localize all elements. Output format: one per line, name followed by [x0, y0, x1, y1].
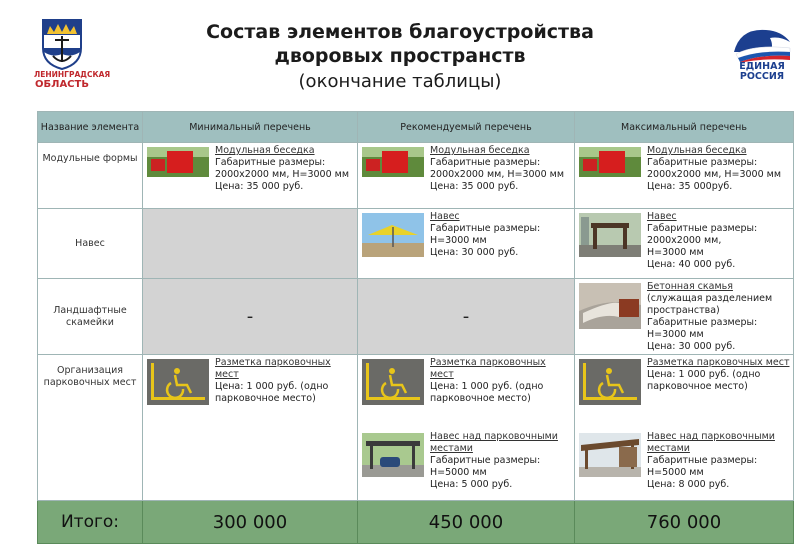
- cell-rec-parking: [358, 355, 575, 501]
- bear-flag-icon: [730, 22, 794, 62]
- item-name: Бетонная скамья: [647, 281, 733, 292]
- total-rec: 450 000: [358, 501, 575, 544]
- item-price: Цена: 30 000 руб.: [430, 247, 519, 258]
- header-minimal: Минимальный перечень: [143, 112, 358, 143]
- parking-marking-image: [147, 359, 209, 405]
- cell-rec-canopy: [358, 209, 575, 279]
- row-label-modular: Модульные формы: [38, 143, 143, 209]
- row-label-canopy: Навес: [38, 209, 143, 279]
- item-detail: 2000х2000 мм, Н=3000 мм: [430, 169, 565, 180]
- item-detail: парковочное место): [647, 381, 748, 392]
- concrete-bench-image: [579, 283, 641, 329]
- cell-max-canopy: [575, 209, 794, 279]
- item-name: Разметка парковочных мест: [647, 357, 790, 368]
- item-detail: Габаритные размеры:: [647, 223, 758, 234]
- item-price: Цена: 40 000 руб.: [647, 259, 736, 270]
- header-recommended: Рекомендуемый перечень: [358, 112, 575, 143]
- cell-max-modular: [575, 143, 794, 209]
- item-detail: Габаритные размеры:: [647, 455, 758, 466]
- item-detail: Н=3000 мм: [430, 235, 487, 246]
- cell-max-parking: [575, 355, 794, 501]
- parking-marking-image: [362, 359, 424, 405]
- cell-min-benches-dash: -: [143, 279, 358, 355]
- table-row: [38, 143, 794, 209]
- item-price: Цена: 30 000 руб.: [647, 341, 736, 352]
- gazebo-image: [147, 147, 209, 177]
- parking-marking-image: [579, 359, 641, 405]
- logo-left-line1: ЛЕНИНГРАДСКАЯ: [34, 70, 111, 79]
- total-min: 300 000: [143, 501, 358, 544]
- item-detail: Н=5000 мм: [430, 467, 487, 478]
- item-price: Цена: 5 000 руб.: [430, 479, 513, 490]
- cell-min-modular: [143, 143, 358, 209]
- row-label-parking: Организация парковочных мест: [38, 355, 143, 501]
- item-price: Цена: 1 000 руб. (одно: [215, 381, 329, 392]
- logo-right-line2: РОССИЯ: [739, 71, 785, 82]
- wooden-carport-image: [579, 433, 641, 477]
- item-detail: парковочное место): [215, 393, 316, 404]
- logo-right-line1: ЕДИНАЯ: [739, 61, 785, 72]
- united-russia-logo: [730, 22, 794, 82]
- item-detail: Н=3000 мм: [647, 329, 704, 340]
- row-label-benches: Ландшафтные скамейки: [38, 279, 143, 355]
- cell-rec-benches-dash: -: [358, 279, 575, 355]
- logo-left-line2: ОБЛАСТЬ: [35, 79, 89, 90]
- item-detail: Габаритные размеры:: [430, 157, 541, 168]
- page-subtitle: (окончание таблицы): [298, 71, 502, 92]
- title-line-2: дворовых пространств: [274, 45, 526, 67]
- table-row: [38, 279, 794, 355]
- item-name: Разметка парковочных мест: [430, 357, 546, 380]
- item-detail: 2000х2000 мм, Н=3000 мм: [647, 169, 782, 180]
- header-maximal: Максимальный перечень: [575, 112, 794, 143]
- table-header-row: [38, 112, 794, 143]
- total-max: 760 000: [575, 501, 794, 544]
- cell-min-parking: [143, 355, 358, 501]
- item-detail: Габаритные размеры:: [430, 455, 541, 466]
- item-detail: парковочное место): [430, 393, 531, 404]
- cell-rec-modular: [358, 143, 575, 209]
- table-row: [38, 355, 794, 501]
- cell-min-canopy-empty: [143, 209, 358, 279]
- item-name: Модульная беседка: [215, 145, 315, 156]
- title-line-1: Состав элементов благоустройства: [206, 21, 594, 43]
- item-detail: Габаритные размеры:: [430, 223, 541, 234]
- item-detail: 2000х2000 мм,: [647, 235, 722, 246]
- cell-max-benches: [575, 279, 794, 355]
- coat-of-arms-icon: [41, 18, 83, 70]
- item-price: Цена: 1 000 руб. (одно: [430, 381, 544, 392]
- item-name: Навес над парковочными местами: [647, 431, 775, 454]
- item-name: Навес над парковочными местами: [430, 431, 558, 454]
- item-detail: Н=5000 мм: [647, 467, 704, 478]
- item-price: Цена: 35 000 руб.: [430, 181, 519, 192]
- item-detail: Габаритные размеры:: [647, 317, 758, 328]
- item-detail: Н=3000 мм: [647, 247, 704, 258]
- page-title: [150, 20, 650, 68]
- item-price: Цена: 1 000 руб. (одно: [647, 369, 761, 380]
- table-row: [38, 209, 794, 279]
- item-name: Модульная беседка: [647, 145, 747, 156]
- total-label: Итого:: [38, 501, 143, 544]
- item-detail: Габаритные размеры:: [215, 157, 326, 168]
- carport-image: [362, 433, 424, 477]
- total-row: [38, 501, 794, 544]
- item-name: Навес: [647, 211, 677, 222]
- gazebo-image: [362, 147, 424, 177]
- item-detail: (служащая разделением: [647, 293, 773, 304]
- item-detail: Габаритные размеры:: [647, 157, 758, 168]
- improvement-elements-table: [37, 111, 794, 544]
- item-price: Цена: 35 000 руб.: [215, 181, 304, 192]
- item-name: Модульная беседка: [430, 145, 530, 156]
- pergola-image: [579, 213, 641, 257]
- item-price: Цена: 35 000руб.: [647, 181, 733, 192]
- item-price: Цена: 8 000 руб.: [647, 479, 730, 490]
- leningrad-oblast-logo: [34, 18, 111, 90]
- item-detail: пространства): [647, 305, 720, 316]
- header-element-name: Название элемента: [38, 112, 143, 143]
- canopy-image: [362, 213, 424, 257]
- gazebo-image: [579, 147, 641, 177]
- item-name: Навес: [430, 211, 460, 222]
- item-detail: 2000х2000 мм, Н=3000 мм: [215, 169, 350, 180]
- item-name: Разметка парковочных мест: [215, 357, 331, 380]
